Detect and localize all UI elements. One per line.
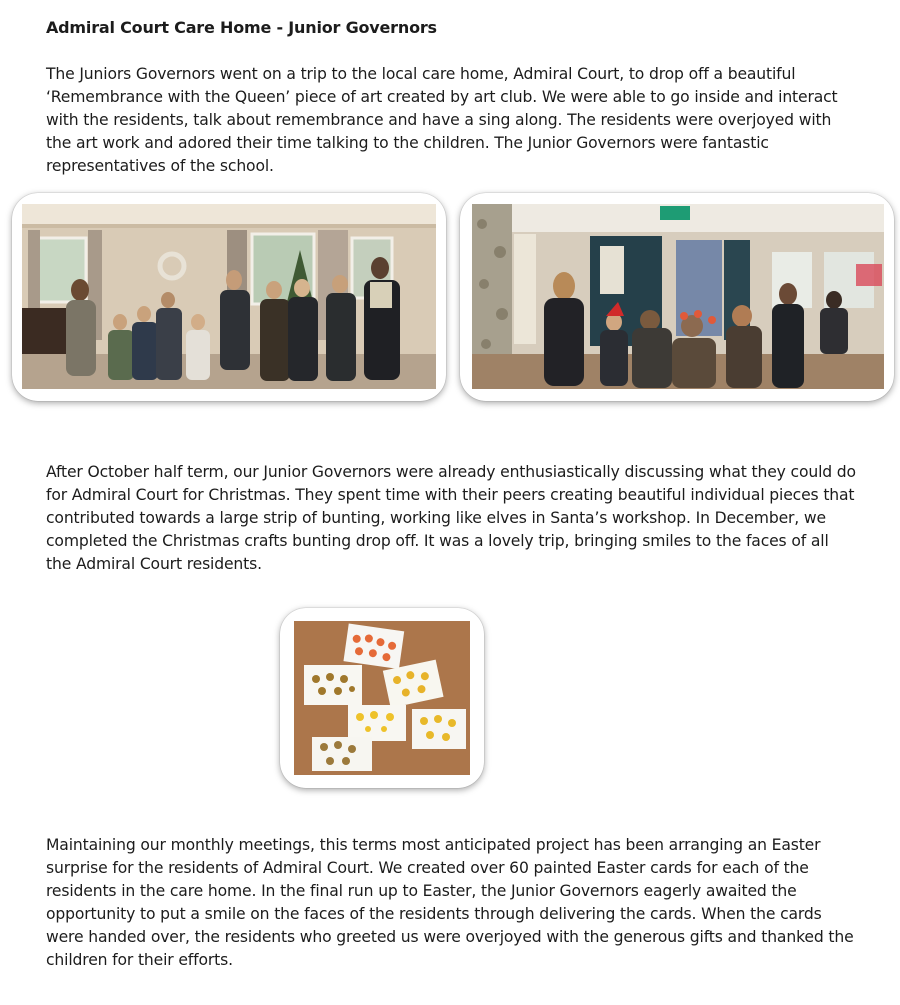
photo-frame-easter-cards [280,608,484,788]
photo-frame-group-lounge [12,193,446,401]
paragraph-remembrance: The Juniors Governors went on a trip to the local care home, Admiral Court, to drop off a beautiful ‘Remembrance with the Queen’ piece of art created by art club. We were able to go inside and interact with the residents, talk about remembrance and have a sing along. The residents were overjoyed with the art work and adored their time talking to the children. The Junior Governors were fantastic representatives of the school. [46,65,838,175]
photo-corridor [472,204,884,389]
page-title: Admiral Court Care Home - Junior Governors [46,18,437,37]
paragraph-easter: Maintaining our monthly meetings, this terms most anticipated project has been arranging an Easter surprise for the residents of Admiral Court. We created over 60 painted Easter cards for each of the residents in the care home. In the final run up to Easter, the Junior Governors eagerly awaited the opportunity to put a smile on the faces of the residents through delivering the cards. When the cards were handed over, the residents who greeted us were overjoyed with the generous gifts and thanked the children for their efforts. [46,836,854,969]
paragraph-christmas: After October half term, our Junior Governors were already enthusiastically discussing what they could do for Admiral Court for Christmas. They spent time with their peers creating beautiful individual pieces that contributed towards a large strip of bunting, working like elves in Santa’s workshop. In December, we completed the Christmas crafts bunting drop off. It was a lovely trip, bringing smiles to the faces of all the Admiral Court residents. [46,463,856,573]
photo-easter-cards [294,621,470,775]
photo-group-lounge [22,204,436,389]
photo-frame-corridor [460,193,894,401]
